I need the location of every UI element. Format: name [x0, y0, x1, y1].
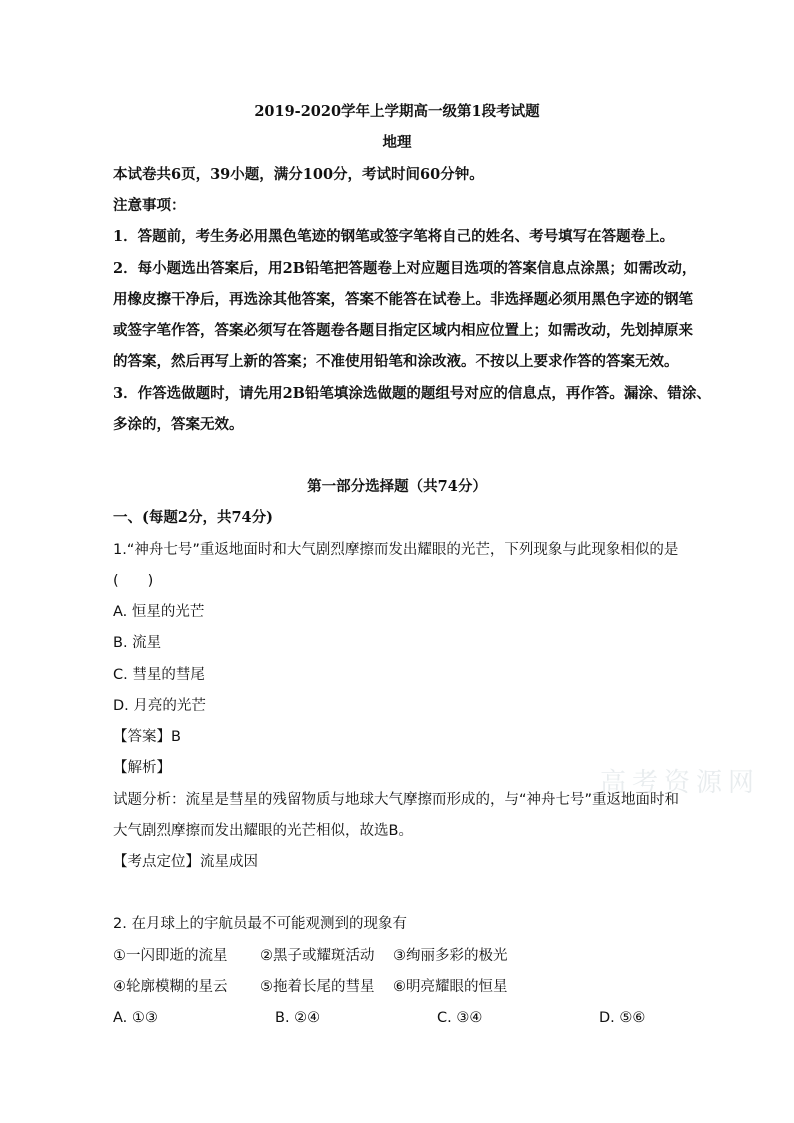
exam-title: 2019-2020学年上学期高一级第1段考试题	[254, 103, 540, 120]
question-1-stem-line-1: 1.“神舟七号”重返地面时和大气剧烈摩擦而发出耀眼的光芒，下列现象与此现象相似的是	[113, 542, 679, 558]
question-1-option-c: C. 彗星的彗尾	[113, 667, 205, 683]
question-2-stem: 2. 在月球上的宇航员最不可能观测到的现象有	[113, 916, 407, 932]
note-2-line-4: 的答案，然后再写上新的答案；不准使用铅笔和涂改液。不按以上要求作答的答案无效。	[113, 353, 679, 370]
question-1-option-a: A. 恒星的光芒	[113, 604, 205, 620]
question-2-option-d: D. ⑤⑥	[599, 1010, 646, 1026]
question-2-option-a: A. ①③	[113, 1010, 158, 1026]
question-1-option-b: B. 流星	[113, 635, 162, 651]
question-2-item-5: ⑤拖着长尾的彗星	[260, 979, 375, 995]
question-2-item-3: ③绚丽多彩的极光	[393, 948, 508, 964]
question-2-option-b: B. ②④	[275, 1010, 321, 1026]
note-3-line-1: 3．作答选做题时，请先用2B铅笔填涂选做题的题组号对应的信息点，再作答。漏涂、错涂、	[113, 385, 711, 402]
question-2-item-4: ④轮廓模糊的星云	[113, 979, 228, 995]
section-subtitle: 一、(每题2分，共74分)	[113, 509, 273, 526]
question-2-option-c: C. ③④	[437, 1010, 483, 1026]
question-2-item-1: ①一闪即逝的流星	[113, 948, 228, 964]
note-3-line-2: 多涂的，答案无效。	[113, 416, 244, 433]
question-1-knowledge-point: 【考点定位】流星成因	[113, 854, 258, 870]
subject-title: 地理	[382, 134, 412, 151]
question-1-answer: 【答案】B	[113, 729, 181, 745]
question-2-item-6: ⑥明亮耀眼的恒星	[393, 979, 508, 995]
watermark: 高考资源网	[600, 768, 761, 798]
question-1-analysis-line-2: 大气剧烈摩擦而发出耀眼的光芒相似，故选B。	[113, 823, 413, 839]
question-2-item-2: ②黑子或耀斑活动	[260, 948, 375, 964]
question-1-option-d: D. 月亮的光芒	[113, 698, 206, 714]
question-1-stem-line-2: ( )	[113, 573, 154, 589]
exam-intro: 本试卷共6页，39小题，满分100分，考试时间60分钟。	[113, 166, 484, 183]
question-1-analysis-line-1: 试题分析：流星是彗星的残留物质与地球大气摩擦而形成的，与“神舟七号”重返地面时和	[113, 792, 680, 808]
section-title: 第一部分选择题（共74分）	[307, 478, 487, 495]
note-2-line-1: 2．每小题选出答案后，用2B铅笔把答题卷上对应题目选项的答案信息点涂黑；如需改动，	[113, 260, 697, 277]
note-1: 1．答题前，考生务必用黑色笔迹的钢笔或签字笔将自己的姓名、考号填写在答题卷上。	[113, 228, 675, 245]
question-1-analysis-title: 【解析】	[113, 760, 171, 776]
note-2-line-3: 或签字笔作答，答案必须写在答题卷各题目指定区域内相应位置上；如需改动，先划掉原来	[113, 322, 693, 339]
note-2-line-2: 用橡皮擦干净后，再选涂其他答案，答案不能答在试卷上。非选择题必须用黑色字迹的钢笔	[113, 291, 693, 308]
notes-title: 注意事项：	[113, 197, 186, 214]
